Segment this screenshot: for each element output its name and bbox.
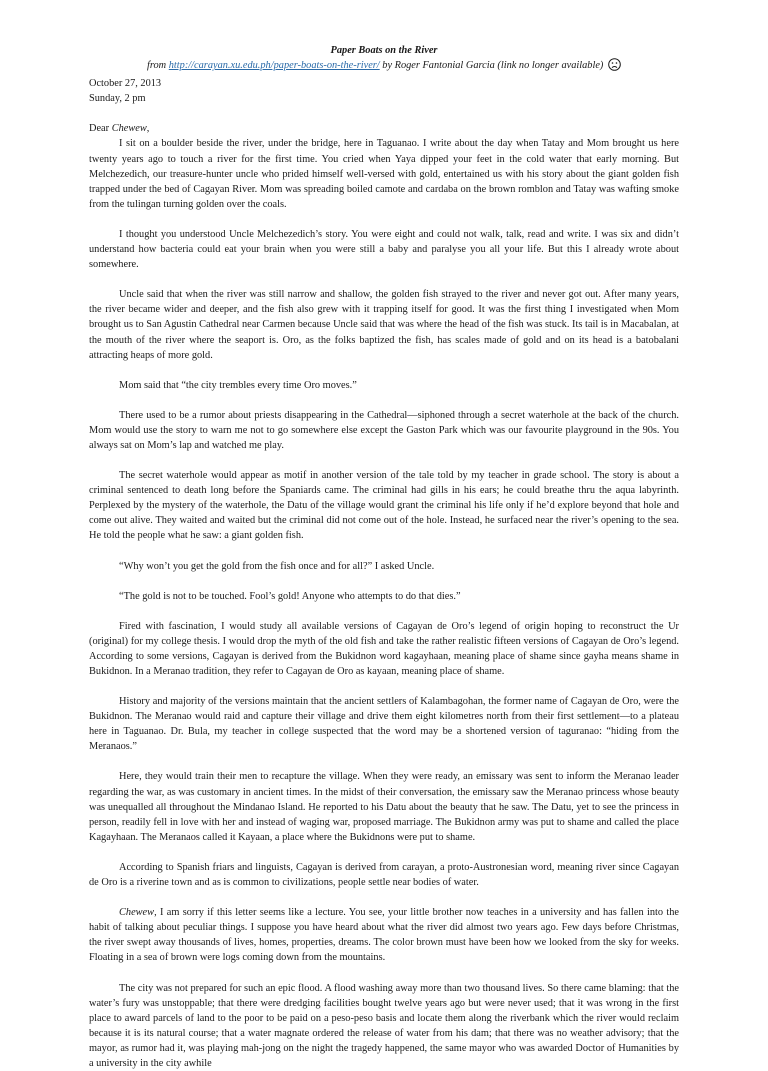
- document-title: Paper Boats on the River: [89, 43, 679, 58]
- source-link[interactable]: http://carayan.xu.edu.ph/paper-boats-on-the-river/: [169, 60, 380, 71]
- sad-face-icon: [608, 58, 621, 76]
- paragraph: I thought you understood Uncle Melchezedich’s story. You were eight and could not walk, talk, read and write. I was six and didn’t understand how bacteria could eat your brain when you were still a baby and paralyse you all your life. But this I already wrote about somewhere.: [89, 227, 679, 272]
- letter-day-time: Sunday, 2 pm: [89, 91, 679, 106]
- paragraph: The secret waterhole would appear as motif in another version of the tale told by my teacher in grade school. The story is about a criminal sentenced to death long before the Spaniards came. The criminal had gills in his ears; he could breathe thru the aqua labyrinth. Perplexed by the mystery of the waterhole, the Datu of the village would grant the criminal his life only if he’d explore beyond that hole and come out alive. They waited and waited but the criminal did not come out of the hole. Instead, he surfaced near the river’s opening to the sea. He told the people what he saw: a giant golden fish.: [89, 468, 679, 543]
- paragraph: Fired with fascination, I would study all available versions of Cagayan de Oro’s legend of origin hoping to reconstruct the Ur (original) for my college thesis. I would drop the myth of the old fish and take the rather realistic fifteen versions of Cagayan de Oro’s legend. According to some versions, Cagayan is derived from the Bukidnon word kagayhaan, meaning place of shame since gayha means shame in Bukidnon. In a Meranao tradition, they refer to Cagayan de Oro as kayaan, meaning place of shame.: [89, 619, 679, 679]
- paragraph: Here, they would train their men to recapture the village. When they were ready, an emissary was sent to inform the Meranao leader regarding the war, as was customary in ancient times. In the midst of their conversation, the emissary saw the Meranao princess whose beauty was unequalled all throughout the Mindanao Island. He reported to his Datu about the beauty that he saw. The Datu, yet to see the princess in person, readily fell in love with her and instead of waging war, proposed marriage. The Bukidnon army was put to shame and called the place Kagayhaan. The Meranaos called it Kayaan, a place where the Bukidnons were put to shame.: [89, 769, 679, 844]
- paragraph: History and majority of the versions maintain that the ancient settlers of Kalambagohan, the former name of Cagayan de Oro, were the Bukidnon. The Meranao would raid and capture their village and drive them eight kilometres north from their first settlement—to a plateau here in Taguanao. Dr. Bula, my teacher in college suspected that the word may be a shortened version of taguranao: “hiding from the Meranaos.”: [89, 694, 679, 754]
- paragraph: Uncle said that when the river was still narrow and shallow, the golden fish strayed to the river and never got out. After many years, the river became wider and deeper, and the fish also grew with it trapping itself for good. It was the first thing I investigated when Mom brought us to San Agustin Cathedral near Carmen because Uncle said that was where the head of the fish was stuck. Its tail is in Macabalan, at the mouth of the river where the seaport is. Oro, as the folks baptized the fish, has scales made of gold and on its head is a batobalani attracting heaps of more gold.: [89, 287, 679, 362]
- source-line: [89, 58, 679, 76]
- paragraph: Chewew, I am sorry if this letter seems like a lecture. You see, your little brother now teaches in a university and has fallen into the habit of talking about peculiar things. I suppose you have heard about what the river did almost two years ago. Few days before Christmas, the river swept away thousands of lives, homes, properties, dreams. The color brown must have been how we looked from the sky for weeks. Floating in a sea of brown were logs coming down from the mountains.: [89, 905, 679, 965]
- paragraph: “The gold is not to be touched. Fool’s gold! Anyone who attempts to do that dies.”: [89, 589, 679, 604]
- source-prefix: from: [147, 60, 169, 71]
- letter-date: October 27, 2013: [89, 76, 679, 91]
- addressee-name: Chewew: [119, 907, 154, 918]
- greeting-name: Chewew: [112, 123, 147, 134]
- paragraph: According to Spanish friars and linguists, Cagayan is derived from carayan, a proto-Austronesian word, meaning river since Cagayan de Oro is a riverine town and as is common to civilizations, people settle near bodies of water.: [89, 860, 679, 890]
- paragraph: The city was not prepared for such an epic flood. A flood washing away more than two thousand lives. So there came blaming: that the water’s fury was unstoppable; that there were dredging facilities bought twelve years ago but were never used; that it was wrong in the first place to award parcels of land to the poor to be paid on a peso-peso basis and locate them along the riverbank which the river would reclaim because it is its natural course; that a water magnate ordered the release of water from his dam; that there was no weather advisory; that the mayor, as rumor had it, was playing mah-jong on the night the tragedy happened, the same mayor who was awarded Doctor of Humanities by a university in the city awhile: [89, 981, 679, 1071]
- paragraph: There used to be a rumor about priests disappearing in the Cathedral—siphoned through a secret waterhole at the back of the church. Mom would use the story to warn me not to go somewhere else except the Gaston Park which was our favourite playground in the 90s. You always sat on Mom’s lap and watched me play.: [89, 408, 679, 453]
- paragraph: Mom said that “the city trembles every time Oro moves.”: [89, 378, 679, 393]
- greeting: Dear Chewew,: [89, 121, 679, 136]
- source-suffix: by Roger Fantonial Garcia (link no longer available): [380, 60, 604, 71]
- paragraph: “Why won’t you get the gold from the fish once and for all?” I asked Uncle.: [89, 559, 679, 574]
- paragraph: I sit on a boulder beside the river, under the bridge, here in Taguanao. I write about the day when Tatay and Mom brought us here twenty years ago to touch a river for the first time. You cried when Yaya dipped your feet in the cold water that early morning. But Melchezedich, our treasure-hunter uncle who prided himself well-versed with gold, entertained us with his story about the giant golden fish trapped under the bed of Cagayan River. Mom was spreading boiled camote and cardaba on the brown romblon and Tatay was wafting smoke from the tulingan turning golden over the coals.: [89, 136, 679, 211]
